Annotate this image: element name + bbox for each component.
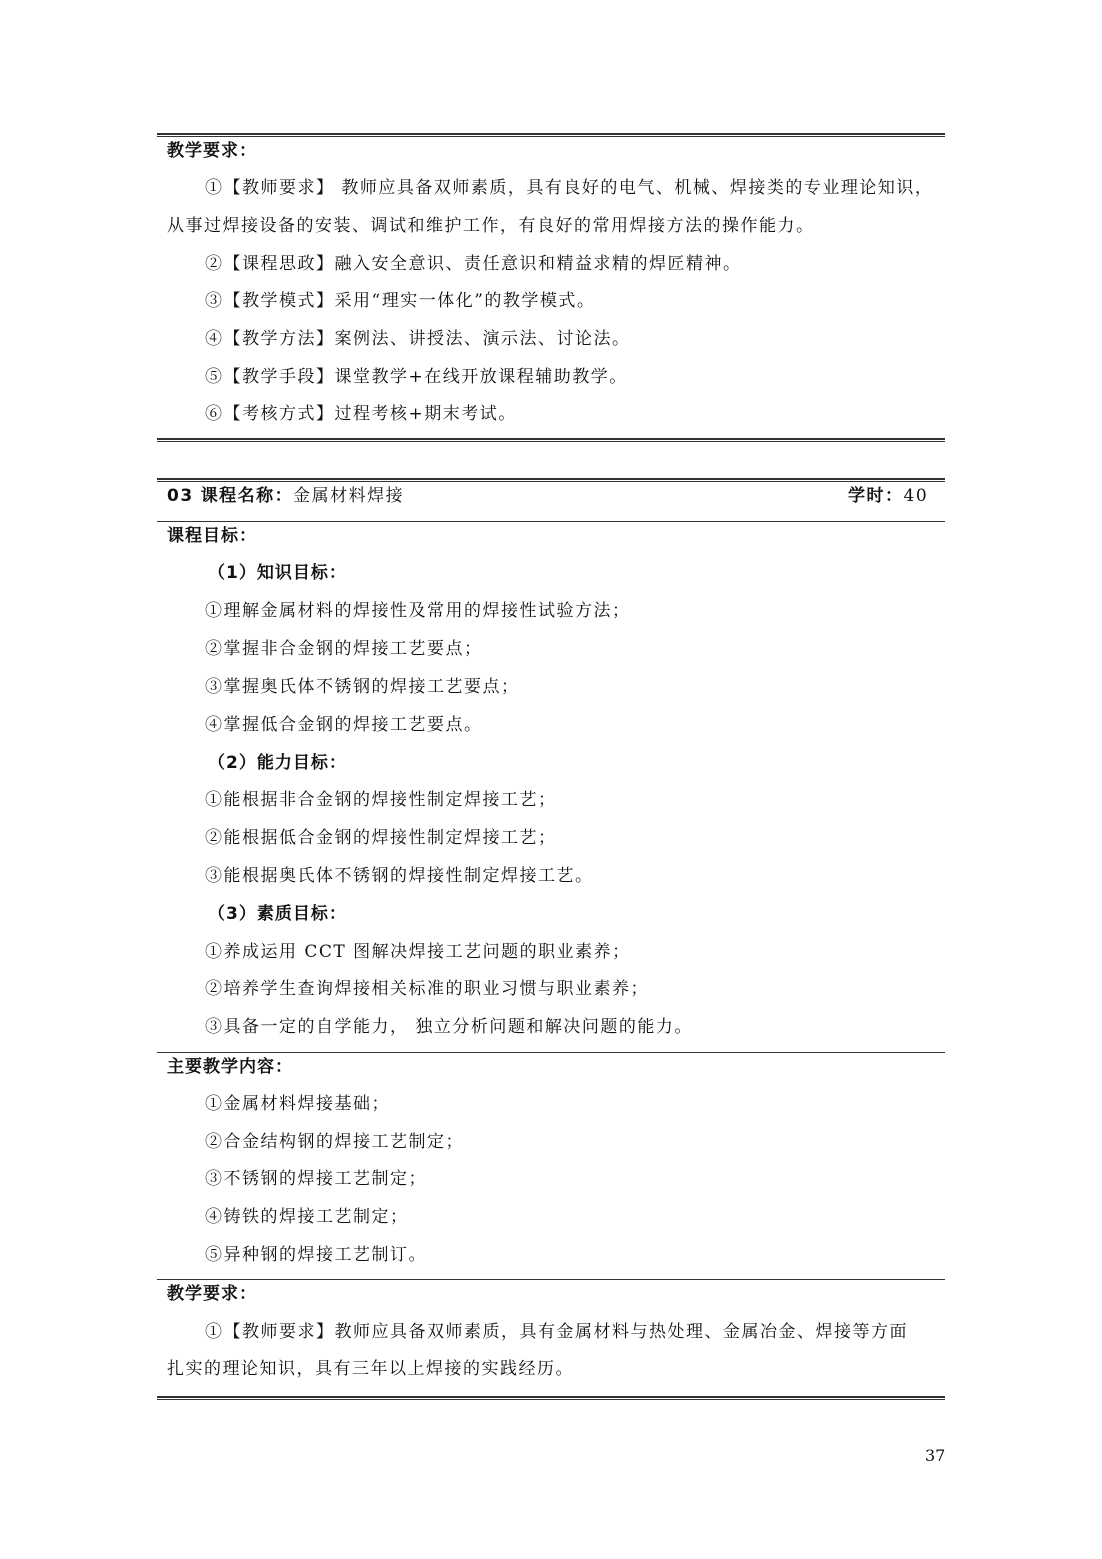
ability-item: ②能根据低合金钢的焊接性制定焊接工艺；	[205, 828, 557, 848]
ability-item: ③能根据奥氏体不锈钢的焊接性制定焊接工艺。	[205, 866, 594, 886]
objectives-heading: 课程目标：	[167, 526, 257, 546]
course-header-rule	[157, 521, 945, 522]
knowledge-item: ④掌握低合金钢的焊接工艺要点。	[205, 715, 483, 735]
content-end-rule	[157, 1279, 945, 1280]
course-name: 金属材料焊接	[293, 486, 405, 506]
requirements-line2: 扎实的理论知识，具有三年以上焊接的实践经历。	[167, 1359, 574, 1379]
requirement-assessment: ⑥【考核方式】过程考核+期末考试。	[205, 404, 517, 424]
objectives-end-rule	[157, 1052, 945, 1053]
page-number: 37	[925, 1446, 946, 1465]
requirement-teacher-line2: 从事过焊接设备的安装、调试和维护工作，有良好的常用焊接方法的操作能力。	[167, 216, 815, 236]
content-heading: 主要教学内容：	[167, 1057, 293, 1077]
course-top-rule	[157, 478, 945, 482]
requirements-line1: ①【教师要求】教师应具备双师素质，具有金属材料与热处理、金属冶金、焊接等方面	[205, 1322, 908, 1342]
content-item: ④铸铁的焊接工艺制定；	[205, 1207, 409, 1227]
ability-item: ①能根据非合金钢的焊接性制定焊接工艺；	[205, 790, 557, 810]
content-item: ③不锈钢的焊接工艺制定；	[205, 1169, 427, 1189]
content-item: ①金属材料焊接基础；	[205, 1094, 390, 1114]
course-number: 03	[167, 486, 194, 506]
section-heading-requirements: 教学要求：	[167, 141, 257, 161]
ability-heading: （2）能力目标：	[208, 753, 347, 773]
section-end-rule	[157, 438, 945, 442]
course-hours-value: 40	[903, 486, 929, 506]
bottom-rule	[157, 1396, 945, 1400]
course-header	[167, 484, 404, 508]
content-item: ⑤异种钢的焊接工艺制订。	[205, 1245, 427, 1265]
quality-heading: （3）素质目标：	[208, 904, 347, 924]
knowledge-heading: （1）知识目标：	[208, 563, 347, 583]
top-rule	[157, 133, 945, 137]
course-hours-label: 学时：	[848, 486, 904, 506]
quality-item: ①养成运用 CCT 图解决焊接工艺问题的职业素养；	[205, 942, 631, 962]
quality-item: ③具备一定的自学能力， 独立分析问题和解决问题的能力。	[205, 1017, 693, 1037]
course-name-label: 课程名称：	[200, 486, 294, 506]
requirement-teacher-line1: ①【教师要求】 教师应具备双师素质，具有良好的电气、机械、焊接类的专业理论知识，	[205, 178, 934, 198]
content-item: ②合金结构钢的焊接工艺制定；	[205, 1132, 464, 1152]
knowledge-item: ①理解金属材料的焊接性及常用的焊接性试验方法；	[205, 601, 631, 621]
requirements-heading: 教学要求：	[167, 1284, 257, 1304]
knowledge-item: ③掌握奥氏体不锈钢的焊接工艺要点；	[205, 677, 520, 697]
course-hours	[848, 484, 928, 508]
requirement-method: ④【教学方法】案例法、讲授法、演示法、讨论法。	[205, 329, 631, 349]
requirement-mode: ③【教学模式】采用“理实一体化”的教学模式。	[205, 291, 596, 311]
requirement-means: ⑤【教学手段】课堂教学+在线开放课程辅助教学。	[205, 367, 628, 387]
requirement-ideology: ②【课程思政】融入安全意识、责任意识和精益求精的焊匠精神。	[205, 254, 742, 274]
knowledge-item: ②掌握非合金钢的焊接工艺要点；	[205, 639, 483, 659]
quality-item: ②培养学生查询焊接相关标准的职业习惯与职业素养；	[205, 979, 649, 999]
